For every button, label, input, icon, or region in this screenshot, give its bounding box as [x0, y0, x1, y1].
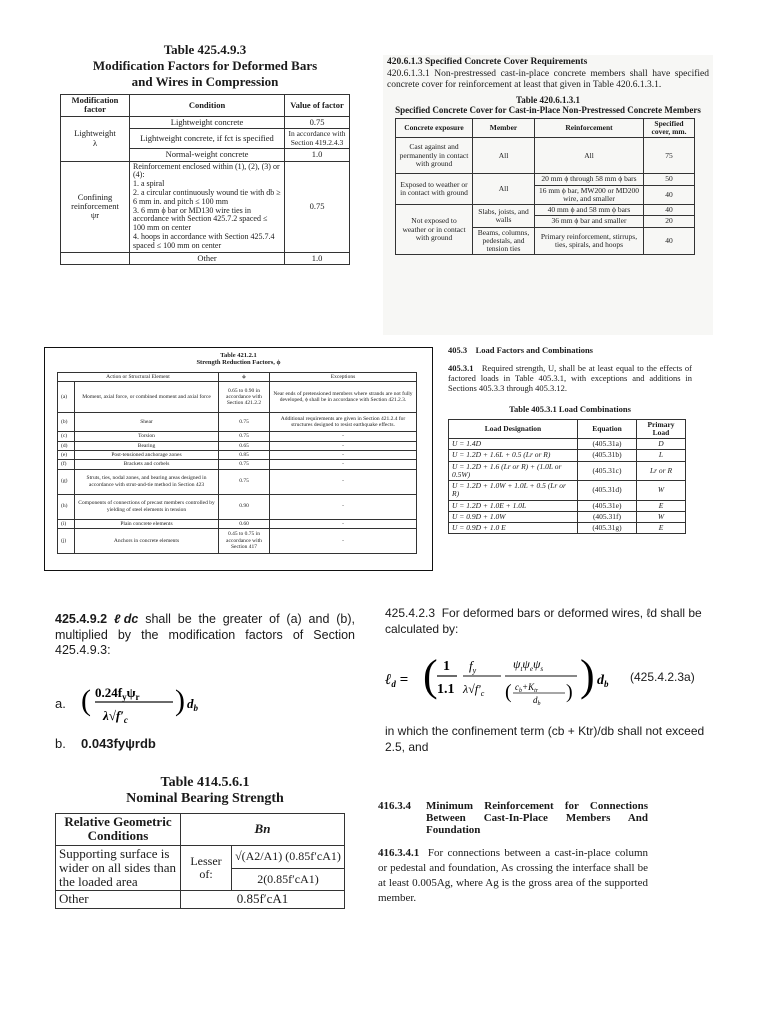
phi-cell: 0.75 [219, 460, 270, 469]
primary-load: E [637, 500, 686, 511]
formula-b [55, 736, 156, 751]
exposure-cell: Exposed to weather or in contact with ground [396, 174, 473, 205]
paragraph-number: 416.3.4.1 [378, 847, 420, 859]
row-id: (c) [58, 432, 75, 441]
table-number: Table 420.6.1.3.1 [516, 94, 580, 105]
formula-a [55, 678, 221, 728]
section-paragraph-after: in which the confinement term (cb + Ktr)/db shall not exceed 2.5, and [385, 724, 705, 754]
row-id: (h) [58, 494, 75, 519]
primary-load: W [637, 481, 686, 501]
exception-cell: - [270, 450, 417, 459]
load-designation: U = 0.9D + 1.0W [449, 511, 578, 522]
action-cell: Anchors in concrete elements [75, 528, 219, 553]
reinforcement-cell: 36 mm ϕ bar and smaller [535, 216, 644, 227]
action-cell: Moment, axial force, or combined moment and axial force [75, 382, 219, 413]
section-416-3-4 [378, 800, 648, 920]
equation-number: (405.31g) [578, 523, 637, 534]
symbol: ℓdc [113, 612, 139, 626]
phi-cell: 0.65 to 0.90 in accordance with Section 421.2.2 [219, 382, 270, 413]
equation-number: (405.31e) [578, 500, 637, 511]
table-title: Strength Reduction Factors, ϕ [196, 359, 281, 366]
phi-cell: 0.90 [219, 494, 270, 519]
equation-number: (405.31b) [578, 450, 637, 461]
heading-number: 405.3 [448, 345, 468, 355]
exception-cell: - [270, 441, 417, 450]
svg-text:db: $d_b$ [597, 673, 609, 689]
section-text: shall be the greater of (a) and (b), multiplied by the modification factors of Section 425.4.9.3: [55, 612, 355, 658]
load-designation: U = 1.2D + 1.0E + 1.0L [449, 500, 578, 511]
table-number: Table 405.3.1 [509, 403, 557, 414]
equation-number: (405.31a) [578, 439, 637, 450]
section-425-4-2-3 [385, 606, 725, 756]
action-cell: Post-tensioned anchorage zones [75, 450, 219, 459]
exception-cell: Additional requirements are given in Section 421.2.4 for structures designed to resist earthquake effects. [270, 413, 417, 432]
action-cell: Brackets and corbels [75, 460, 219, 469]
equation-number: (405.31d) [578, 481, 637, 501]
col-header: Relative Geometric Conditions [56, 814, 181, 846]
value-cell: 0.75 [285, 161, 350, 252]
load-combinations-table [448, 419, 686, 535]
col-header: Primary Load [637, 419, 686, 439]
svg-text:1: 1 [443, 659, 450, 674]
paragraph-number: 405.3.1 [448, 363, 474, 373]
exception-cell: - [270, 528, 417, 553]
section-paragraph: 420.6.1.3.1 Non-prestressed cast-in-place concrete members shall have specified concrete cover for reinforcement at least that given in Table 420.6.1.3.1. [387, 69, 709, 90]
svg-text:): ) [566, 681, 573, 703]
row-id: (f) [58, 460, 75, 469]
svg-text:fy: $f_y$ [469, 658, 477, 675]
phi-cell: 0.65 [219, 441, 270, 450]
lesser-of-cell: Lesser of: [181, 845, 232, 891]
load-designation: U = 0.9D + 1.0 E [449, 523, 578, 534]
factor-cell [61, 116, 130, 161]
item-label: b. [55, 736, 66, 751]
section-heading [448, 345, 700, 355]
factor-name: Confining reinforcement [71, 191, 119, 211]
formula-cell: 2(0.85f′cA1) [232, 868, 345, 891]
table-425-4-9-3-section [55, 40, 355, 340]
primary-load: W [637, 511, 686, 522]
col-header: Load Designation [449, 419, 578, 439]
col-header: Value of factor [285, 95, 350, 117]
factor-cell [61, 161, 130, 252]
phi-cell: 0.60 [219, 519, 270, 528]
svg-text:db: $d_b$ [187, 696, 198, 713]
phi-cell: 0.75 [219, 469, 270, 494]
table-title-text: Load Combinations [558, 403, 631, 414]
list-item: 3. 6 mm ϕ bar or MD130 wire ties in accordance with Section 425.7.2 spaced ≤ 100 mm on center [133, 205, 268, 233]
equation-number: (405.31f) [578, 511, 637, 522]
reinforcement-cell: 40 mm ϕ and 58 mm ϕ bars [535, 205, 644, 216]
table-number: Table 414.5.6.1 [160, 775, 250, 790]
paragraph-text: For connections between a cast-in-place column or pedestal and foundation, As crossing the interface shall be at least 0.005Ag, where Ag is the gross area of the supported member. [378, 847, 648, 904]
equation-number: (405.31c) [578, 461, 637, 481]
row-id: (e) [58, 450, 75, 459]
primary-load: Lr or R [637, 461, 686, 481]
reinforcement-cell: 20 mm ϕ through 58 mm ϕ bars [535, 174, 644, 185]
primary-load: L [637, 450, 686, 461]
table-title [440, 404, 700, 414]
cover-cell: 40 [644, 185, 695, 205]
condition-cell [130, 161, 285, 252]
formula-b-expression: 0.043fyψrdb [81, 736, 156, 751]
condition-cell: Lightweight concrete [130, 116, 285, 128]
exception-cell: - [270, 469, 417, 494]
condition-cell: Normal-weight concrete [130, 149, 285, 161]
col-header: ϕ [219, 373, 270, 382]
factor-symbol: λ [92, 137, 98, 148]
list-item: 4. hoops in accordance with Section 425.7.4 spaced ≤ 100 mm on center [133, 232, 275, 250]
condition-intro: Reinforcement enclosed within (1), (2), (3) or (4): [133, 161, 280, 180]
member-cell: All [473, 138, 535, 174]
equation-reference: (425.4.2.3a) [630, 670, 695, 684]
row-id: (d) [58, 441, 75, 450]
cover-cell: 40 [644, 227, 695, 255]
phi-cell: 0.45 to 0.75 in accordance with Section 417 [219, 528, 270, 553]
condition-cell: Other [56, 891, 181, 908]
table-title: Specified Concrete Cover for Cast-in-Place Non-Prestressed Concrete Members [395, 104, 701, 115]
formula-cell: 0.85f′cA1 [181, 891, 345, 908]
value-cell: 1.0 [285, 149, 350, 161]
row-id: (j) [58, 528, 75, 553]
table-420-section [383, 55, 713, 335]
row-id: (g) [58, 469, 75, 494]
concrete-cover-table [395, 118, 695, 256]
svg-text:(: ( [505, 681, 512, 703]
phi-cell: 0.75 [219, 432, 270, 441]
condition-cell: Supporting surface is wider on all sides than the loaded area [56, 845, 181, 891]
svg-text:cb+Ktr: $c_b+K_{tr}$ [515, 682, 539, 694]
table-title: Nominal Bearing Strength [126, 791, 284, 806]
section-number: 425.4.2.3 [385, 606, 436, 620]
phi-cell: 0.85 [219, 450, 270, 459]
list-item: 1. a spiral [133, 179, 165, 189]
section-number: 416.3.4 [378, 800, 411, 812]
load-designation: U = 1.2D + 1.0W + 1.0L + 0.5 (Lr or R) [449, 481, 578, 501]
formula-cell: √(A2/A1) (0.85f′cA1) [232, 845, 345, 868]
section-paragraph [378, 846, 648, 905]
bearing-strength-table [55, 813, 345, 909]
section-number: 425.4.9.2 [55, 612, 108, 626]
cover-cell: 40 [644, 205, 695, 216]
col-header: Member [473, 118, 535, 138]
col-header: Reinforcement [535, 118, 644, 138]
action-cell: Struts, ties, nodal zones, and bearing areas designed in accordance with strut-and-tie method in Section 423 [75, 469, 219, 494]
formula-a-graphic [81, 678, 221, 728]
table-414-section [55, 775, 355, 915]
action-cell: Components of connections of precast members controlled by yielding of steel elements in tension [75, 494, 219, 519]
col-header: Condition [130, 95, 285, 117]
cover-cell: 75 [644, 138, 695, 174]
reinforcement-cell: Primary reinforcement, stirrups, ties, spirals, and hoops [535, 227, 644, 255]
exception-cell: Near ends of pretensioned members where strands are not fully developed, ϕ shall be in accordance with Section 421.2.3. [270, 382, 417, 413]
cover-cell: 20 [644, 216, 695, 227]
table-number: Table 421.2.1 [220, 352, 257, 359]
exposure-cell: Cast against and permanently in contact with ground [396, 138, 473, 174]
svg-text:db: $d_b$ [533, 695, 541, 707]
load-designation: U = 1.2D + 1.6L + 0.5 (Lr or R) [449, 450, 578, 461]
paragraph-text: Required strength, U, shall be at least equal to the effects of factored loads in Table 405.3.1, with exceptions and additions in Sections 405.3.3 through 405.3.12. [448, 363, 693, 394]
action-cell: Torsion [75, 432, 219, 441]
action-cell: Shear [75, 413, 219, 432]
section-paragraph [385, 606, 725, 637]
condition-cell: Lightweight concrete, if fct is specified [130, 129, 285, 149]
table-title-line2: and Wires in Compression [131, 74, 279, 89]
phi-cell: 0.75 [219, 413, 270, 432]
exception-cell: - [270, 519, 417, 528]
list-item: 2. a circular continuously wound tie with db ≥ 6 mm in. and pitch ≤ 100 mm [133, 188, 281, 206]
svg-text:ψtψeψs: $\psi_t\psi_e\psi_s$ [513, 657, 544, 673]
member-cell: All [473, 174, 535, 205]
section-heading [378, 800, 648, 836]
section-title: Minimum Reinforcement for Connections Between Cast-In-Place Members And Foundation [426, 800, 648, 836]
primary-load: E [637, 523, 686, 534]
strength-reduction-table [57, 372, 417, 554]
row-id: (b) [58, 413, 75, 432]
development-length-equation [385, 646, 620, 712]
section-text: For deformed bars or deformed wires, ℓd shall be calculated by: [385, 606, 702, 636]
exception-cell: - [270, 494, 417, 519]
table-421-section [44, 347, 433, 571]
factor-name: Lightweight [74, 128, 116, 139]
svg-text:λ√f′c: $\lambda√f'_c$ [463, 682, 485, 698]
primary-load: D [637, 439, 686, 450]
exception-cell: - [270, 432, 417, 441]
modification-factors-table [60, 94, 350, 265]
svg-text:(: ( [423, 651, 438, 700]
col-header: Bn [181, 814, 345, 846]
value-cell: In accordance with Section 419.2.4.3 [285, 129, 350, 149]
exposure-cell: Not exposed to weather or in contact with ground [396, 205, 473, 255]
value-cell: 0.75 [285, 116, 350, 128]
svg-text:ℓd =: ℓ$_d$ = [385, 672, 409, 689]
member-cell: Slabs, joists, and walls [473, 205, 535, 228]
load-designation: U = 1.4D [449, 439, 578, 450]
table-title: Modification Factors for Deformed Bars [92, 58, 318, 73]
svg-text:0.24fyψr: $0.24f_y\psi_r$ [95, 685, 140, 702]
col-header: Exceptions [270, 373, 417, 382]
svg-text:): ) [580, 651, 595, 700]
member-cell: Beams, columns, pedestals, and tension ties [473, 227, 535, 255]
reinforcement-cell: All [535, 138, 644, 174]
row-id: (a) [58, 382, 75, 413]
col-header: Action or Structural Element [58, 373, 219, 382]
section-425-4-9-2 [55, 612, 355, 752]
col-header: Concrete exposure [396, 118, 473, 138]
load-designation: U = 1.2D + 1.6 (Lr or R) + (1.0L or 0.5W) [449, 461, 578, 481]
factor-symbol: ψr [90, 210, 100, 221]
action-cell: Bearing [75, 441, 219, 450]
row-id: (i) [58, 519, 75, 528]
svg-text:λ√f′c: $\lambda√f'_c$ [103, 708, 128, 725]
load-combinations-section [440, 345, 700, 570]
svg-text:(: ( [81, 684, 91, 717]
table-number: Table 425.4.9.3 [163, 42, 247, 57]
action-cell: Plain concrete elements [75, 519, 219, 528]
value-cell: 1.0 [285, 252, 350, 264]
section-paragraph [448, 363, 692, 394]
svg-text:): ) [175, 684, 185, 717]
item-label: a. [55, 695, 66, 711]
col-header: Modification factor [61, 95, 130, 117]
heading-text: Load Factors and Combinations [475, 345, 593, 355]
section-heading: 420.6.1.3 Specified Concrete Cover Requirements [387, 57, 588, 67]
svg-text:1.1: 1.1 [437, 682, 455, 697]
reinforcement-cell: 16 mm ϕ bar, MW200 or MD200 wire, and smaller [535, 185, 644, 205]
condition-cell: Other [130, 252, 285, 264]
cover-cell: 50 [644, 174, 695, 185]
col-header: Equation [578, 419, 637, 439]
exception-cell: - [270, 460, 417, 469]
col-header: Specified cover, mm. [644, 118, 695, 138]
empty-cell [61, 252, 130, 264]
section-paragraph [55, 612, 355, 659]
